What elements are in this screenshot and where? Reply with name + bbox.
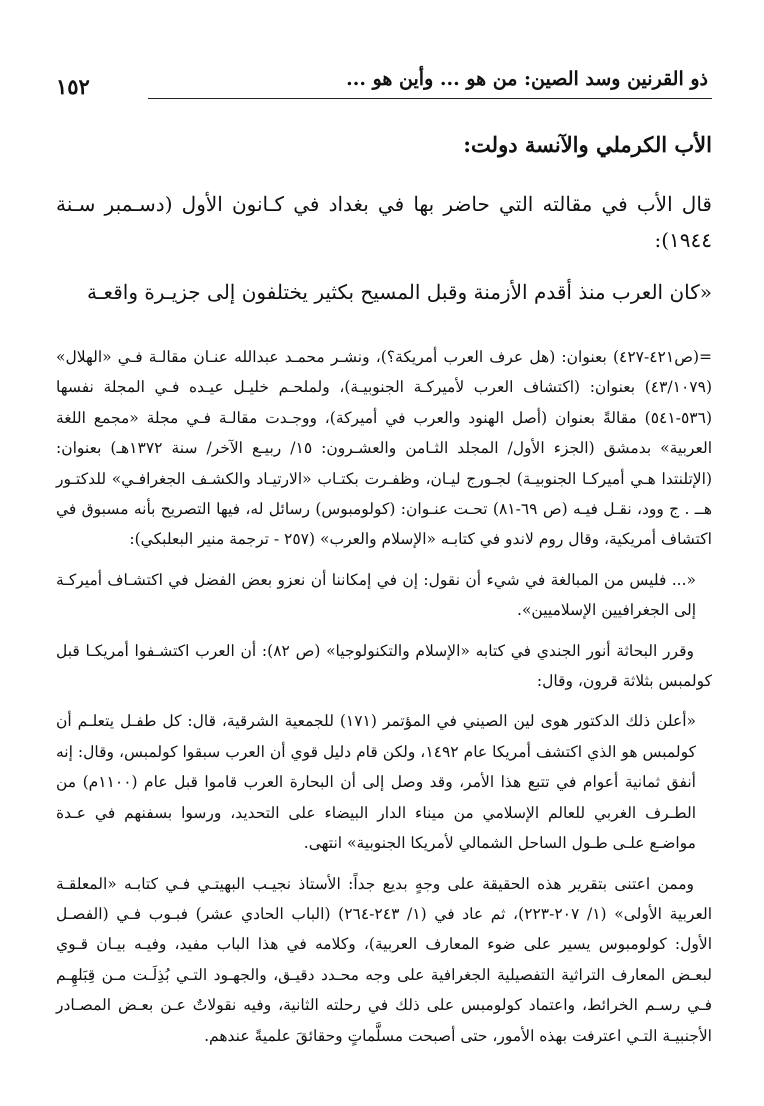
book-page [56,0,712,1106]
section-heading: الأب الكرملي والآنسة دولت: [463,132,712,157]
footnote-quote-2: «أعلن ذلك الدكتور هوى لين الصيني في المؤتمر (١٧١) للجمعية الشرقية، قال: كل طفـل يتعلـم أن كولمبس هو الذي اكتشف أمريكا عام ١٤٩٢، ولكن قام دليل قوي أن العرب سبقوا كولمبس، وقال: إنه أنفق ثمانية أعوام في تتبع هذا الأمر، وقد وصل إلى أن البحارة العرب قاموا قبل عام (١١٠٠م) من الطـرف الغربي للعالم الإسلامي من ميناء الدار البيضاء على التحديد، ورسوا بسفنهم في عـدة مواضـع علـى طـول الساحل الشمالي لأمريكا الجنوبية» انتهى. [56,712,697,853]
quote-paragraph: «كان العرب منذ أقدم الأزمنة وقبل المسيح بكثير يختلفون إلى جزيـرة واقعـة [86,280,712,304]
footnote-paragraph-3: وممن اعتنى بتقرير هذه الحقيقة على وجهٍ بديع جداً: الأستاذ نجيـب البهيتـي فـي كتابـه «المعلقـة العربية الأولى» (١/ ٢٠٧-٢٢٣)، ثم عاد في (١/ ٢٤٣-٢٦٤) (الباب الحادي عشر) فبـوب فـي (الفصـل الأول: كولومبوس يسير على ضوء المعارف العربية)، وكلامه في هذا الباب مفيد، وفيـه بيـان قـوي لبعـض المعارف التراثية التفصيلية الجغرافية على وجه محـدد دقيـق، والجهـود التـي بُذِلَـت مـن قِبَلهِـم فـي رسـم الخرائط، واعتماد كولومبس على ذلك في رحلته الثانية، وفيه نقولاتٌ عـن بعـض المصـادر الأجنبيـة التـي اعترفت بهذه الأمور، حتى أصبحت مسلَّماتٍ وحقائقَ علميةً عندهم. [56,874,712,1045]
footnote-paragraph-1: =(ص٤٢١-٤٢٧) بعنوان: (هل عرف العرب أمريكة؟)، ونشـر محمـد عبدالله عنـان مقالـة فـي «الهلال» (٤٣/١٠٧٩) بعنوان: (اكتشاف العرب لأميركـة الجنوبيـة)، ولملحـم خليـل عيـده فـي المجلة نفسها (٥٣٦-٥٤١) مقالةً بعنوان (أصل الهنود والعرب في أميركة)، ووجـدت مقالـة فـي مجلة «مجمع اللغة العربية» بدمشق (الجزء الأول/ المجلد الثـامن والعشـرون: ١٥/ ربيـع الآخر/ سنة ١٣٧٢هـ) بعنوان: (الإتلنتدا هـي أميركـا الجنوبيـة) لجـورج ليـان، وظفـرت بكتـاب «الارتيـاد والكشـف الجغرافـي» للدكتـور هــ . ج وود، نقـل فيـه (ص ٦٩-٨١) تحـت عنـوان: (كولومبوس) رسائل له، فيها التصريح بأنه مسبوق في اكتشاف أمريكية، وقال روم لاندو في كتابـه «الإسلام والعرب» (٢٥٧ - ترجمة منير البعلبكي): [56,348,712,549]
header-rule [148,98,712,99]
footnotes [56,342,712,1061]
footnote-paragraph-2: وقرر البحاثة أنور الجندي في كتابه «الإسلام والتكنولوجيا» (ص ٨٢): أن العرب اكتشـفوا أمريكـا قبل كولمبس بثلاثة قرون، وقال: [56,641,712,691]
main-text [56,130,712,326]
page-number: ١٥٢ [56,74,90,99]
footnote-quote-1: «... فليس من المبالغة في شيء أن نقول: إن في إمكاننا أن نعزو بعض الفضل في اكتشـاف أميركـة إلى الجغرافيين الإسلاميين». [56,570,696,620]
header-title: ذو القرنين وسد الصين: من هو ... وأين هو ... [346,68,708,90]
intro-paragraph: قال الأب في مقالته التي حاضر بها في بغداد في كـانون الأول (دسـمبر سـنة ١٩٤٤): [56,192,712,252]
running-header [56,68,712,102]
